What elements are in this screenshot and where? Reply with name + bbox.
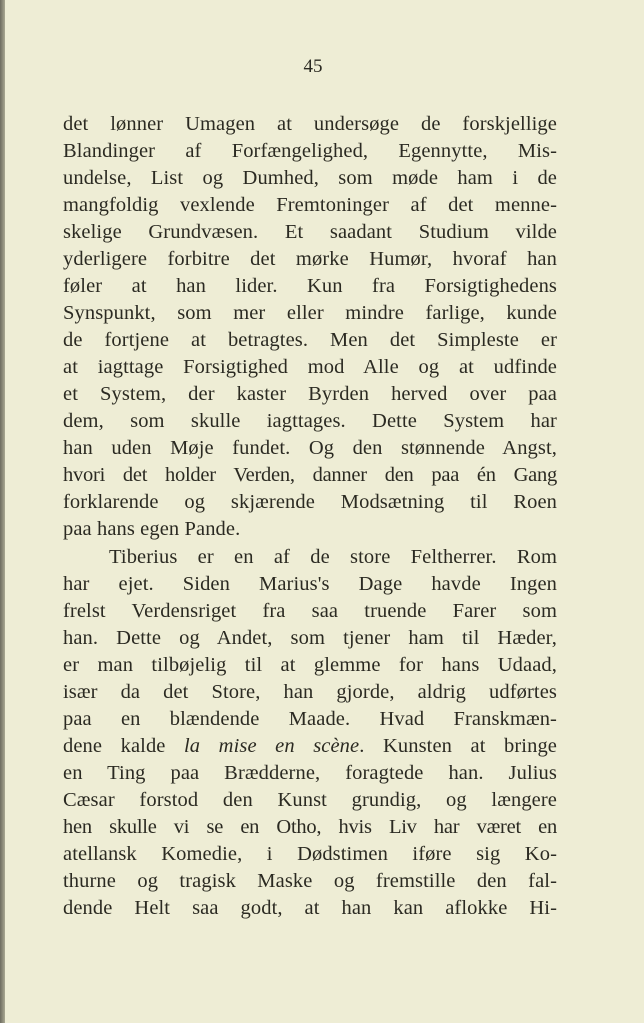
text-line: føler at han lider. Kun fra Forsigtighedens bbox=[63, 275, 557, 298]
text-line: Blandinger af Forfængelighed, Egennytte, Mis- bbox=[63, 140, 557, 163]
page-number: 45 bbox=[303, 56, 323, 77]
text-line: yderligere forbitre det mørke Humør, hvoraf han bbox=[63, 248, 557, 271]
text-segment: dene kalde bbox=[63, 734, 185, 757]
text-line: dem, som skulle iagttages. Dette System har bbox=[63, 410, 557, 433]
text-line: især da det Store, han gjorde, aldrig udførtes bbox=[63, 680, 557, 703]
text-line: Synspunkt, som mer eller mindre farlige, kunde bbox=[63, 302, 557, 325]
text-line: hvori det holder Verden, danner den paa én Gang bbox=[63, 464, 557, 487]
text-line: undelse, List og Dumhed, som møde ham i de bbox=[63, 167, 557, 190]
text-line: Tiberius er en af de store Feltherrer. Rom bbox=[109, 545, 557, 568]
text-line: han uden Møje fundet. Og den stønnende Angst, bbox=[63, 437, 557, 460]
text-line: frelst Verdensriget fra saa truende Farer som bbox=[63, 599, 557, 622]
text-line: paa en blændende Maade. Hvad Franskmæn- bbox=[63, 707, 557, 730]
text-line: et System, der kaster Byrden herved over paa bbox=[63, 383, 557, 406]
text-line bbox=[63, 733, 557, 760]
text-line: har ejet. Siden Marius's Dage havde Ingen bbox=[63, 572, 557, 595]
text-line: forklarende og skjærende Modsætning til Roen bbox=[63, 491, 557, 514]
text-line: er man tilbøjelig til at glemme for hans Udaad, bbox=[63, 653, 557, 676]
body-text bbox=[63, 111, 557, 922]
page-edge-shadow bbox=[0, 0, 5, 1023]
text-line: dende Helt saa godt, at han kan aflokke Hi- bbox=[63, 896, 557, 919]
text-line: thurne og tragisk Maske og fremstille den fal- bbox=[63, 869, 557, 892]
text-line: skelige Grundvæsen. Et saadant Studium vilde bbox=[63, 221, 557, 244]
text-segment: . Kunsten at bringe bbox=[359, 734, 557, 757]
text-line: det lønner Umagen at undersøge de forskjellige bbox=[63, 113, 557, 135]
text-line: atellansk Komedie, i Dødstimen iføre sig Ko- bbox=[63, 842, 557, 865]
italic-phrase: la mise en scène bbox=[184, 734, 360, 757]
text-line: mangfoldig vexlende Fremtoninger af det menne- bbox=[63, 194, 557, 217]
text-line: Cæsar forstod den Kunst grundig, og længere bbox=[63, 788, 557, 811]
text-line: de fortjene at betragtes. Men det Simpleste er bbox=[63, 329, 557, 352]
text-line: paa hans egen Pande. bbox=[63, 518, 241, 541]
text-line: hen skulle vi se en Otho, hvis Liv har været en bbox=[63, 815, 557, 838]
text-line: han. Dette og Andet, som tjener ham til Hæder, bbox=[63, 626, 557, 649]
text-line: en Ting paa Brædderne, foragtede han. Julius bbox=[63, 761, 557, 784]
text-line: at iagttage Forsigtighed mod Alle og at udfinde bbox=[63, 356, 557, 379]
